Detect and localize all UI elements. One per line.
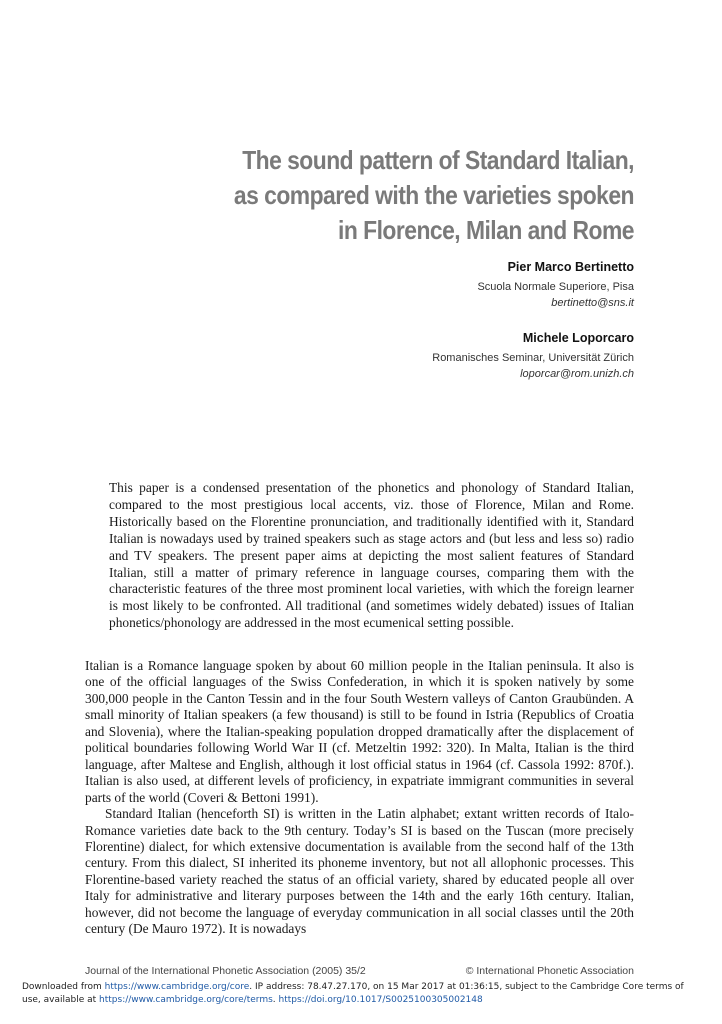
author-affiliation: Romanisches Seminar, Universität Zürich [432, 352, 634, 364]
body-text [85, 658, 634, 938]
title-line-3: in Florence, Milan and Rome [338, 215, 634, 245]
author-affiliation: Scuola Normale Superiore, Pisa [477, 281, 634, 293]
paper-title [176, 143, 634, 248]
download-middle: . IP address: 78.47.27.170, on 15 Mar 2017 at 01:36:15, subject to the Cambridge Core terms of use, available at [22, 982, 684, 1005]
author-name: Pier Marco Bertinetto [507, 260, 634, 274]
terms-link[interactable]: https://www.cambridge.org/core/terms [99, 995, 273, 1005]
copyright-notice: © International Phonetic Association [465, 965, 634, 977]
title-line-1: The sound pattern of Standard Italian, [242, 145, 635, 175]
author-block-1 [334, 259, 634, 311]
body-paragraph-2: Standard Italian (henceforth SI) is written in the Latin alphabet; extant written records of Italo-Romance varieties date back to the 9th century. Today’s SI is based on the Tuscan (more precisely Florentine) dialect, for which extensive documentation is available from the second half of the 13th century. From this dialect, SI inherited its phoneme inventory, but not all allophonic processes. This Florentine-based variety reached the status of an official variety, shared by educated people all over Italy for administrative and literary purposes between the 14th and the early 16th century. Italian, however, did not become the language of everyday communication in all social classes until the 20th century (De Mauro 1972). It is nowadays [85, 806, 634, 937]
abstract: This paper is a condensed presentation of the phonetics and phonology of Standard Italian, compared to the most prestigious local accents, viz. those of Florence, Milan and Rome. Historically based on the Florentine pronunciation, and traditionally identified with it, Standard Italian is nowadays used by trained speakers such as stage actors and (but less and less so) radio and TV speakers. The present paper aims at depicting the most salient features of Standard Italian, still a matter of primary reference in language courses, comparing them with the characteristic features of the three most prominent local varieties, with which the foreign learner is most likely to be confronted. All traditional (and sometimes widely debated) issues of Italian phonetics/phonology are addressed in the most ecumenical setting possible. [109, 480, 634, 631]
author-block-2 [334, 330, 634, 382]
download-prefix: Downloaded from [22, 982, 105, 992]
doi-link[interactable]: https://doi.org/10.1017/S0025100305002148 [278, 995, 483, 1005]
journal-citation: Journal of the International Phonetic Association (2005) 35/2 [85, 965, 366, 977]
source-link[interactable]: https://www.cambridge.org/core [104, 982, 250, 992]
author-email: bertinetto@sns.it [551, 297, 634, 309]
download-separator: . [272, 995, 279, 1005]
body-paragraph-1: Italian is a Romance language spoken by about 60 million people in the Italian peninsula. It also is one of the official languages of the Swiss Confederation, in which it is spoken natively by some 300,000 people in the Canton Tessin and in the four South Western valleys of Canton Graubünden. A small minority of Italian speakers (a few thousand) is still to be found in Istria (Republics of Croatia and Slovenia), where the Italian-speaking population dropped dramatically after the displacement of political boundaries following World War II (cf. Metzeltin 1992: 320). In Malta, Italian is the third language, after Maltese and English, although it lost official status in 1964 (cf. Cassola 1992: 870f.). Italian is also used, at different levels of proficiency, in expatriate immigrant communities in several parts of the world (Coveri & Bettoni 1991). [85, 658, 634, 805]
download-notice [22, 981, 702, 1007]
title-line-2: as compared with the varieties spoken [233, 180, 634, 210]
author-email: loporcar@rom.unizh.ch [520, 368, 634, 380]
author-name: Michele Loporcaro [522, 331, 634, 345]
